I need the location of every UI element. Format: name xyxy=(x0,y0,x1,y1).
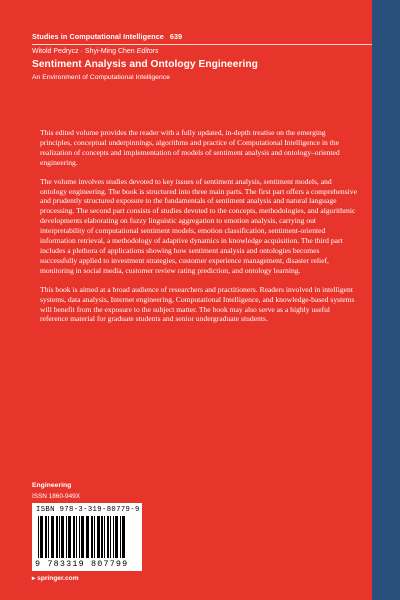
barcode-bar xyxy=(120,516,121,558)
barcode-bar xyxy=(104,516,105,558)
barcode-bar xyxy=(113,516,114,558)
barcode-bar xyxy=(79,516,80,558)
issn-number: ISSN 1860-949X xyxy=(32,493,80,500)
publisher-url-text: springer.com xyxy=(37,575,79,582)
barcode-bar xyxy=(101,516,103,558)
barcode-bar xyxy=(45,516,47,558)
barcode-bar xyxy=(40,516,43,558)
barcode-bar xyxy=(51,516,54,558)
barcode-bar xyxy=(97,516,100,558)
series-number: 639 xyxy=(169,32,183,41)
book-title: Sentiment Analysis and Ontology Engineering xyxy=(32,59,258,70)
barcode-bar xyxy=(81,516,84,558)
blurb-paragraph: This edited volume provides the reader with a fully updated, in-depth treatise on the emerging principles, conceptual underpinnings, algorithms and practice of Computational Intelligence in the realization of concepts and implementation of models of sentiment analysis and ontology–oriented engineering. xyxy=(40,128,340,167)
publisher-url xyxy=(32,574,79,582)
barcode-image xyxy=(36,516,138,558)
subject-category: Engineering xyxy=(32,482,72,489)
barcode-bar xyxy=(56,516,58,558)
series-divider xyxy=(32,44,372,45)
editors-role: Editors xyxy=(136,48,159,55)
barcode-bar xyxy=(66,516,67,558)
editors-line xyxy=(32,48,360,55)
ean-digits: 9 783319 807799 xyxy=(35,559,129,569)
series-line xyxy=(32,32,372,41)
barcode-bar xyxy=(94,516,95,558)
arrow-icon: ▸ xyxy=(32,575,38,582)
barcode-bar xyxy=(59,516,60,558)
barcode-bar xyxy=(68,516,71,558)
barcode-bar xyxy=(110,516,111,558)
book-subtitle: An Environment of Computational Intelligence xyxy=(32,74,170,81)
barcode-bar xyxy=(76,516,77,558)
editor-names: Witold Pedrycz · Shyi-Ming Chen xyxy=(32,48,135,55)
barcode-bar xyxy=(86,516,89,558)
barcode-bar xyxy=(122,516,125,558)
blurb-paragraph: The volume involves studies devoted to key issues of sentiment analysis, sentiment models, and ontology engineering. The book is structured into three main parts. The first part offers a comprehensive and prudently structured exposure to the fundamentals of sentiment analysis and natural language processing. The second part consists of studies devoted to the concepts, methodologies, and algorithmic developments elaborating on fuzzy linguistic aggregation to emotion analysis, carrying out interpretability of computational sentiment models, emotion classification, sentiment-oriented information retrieval, a methodology of adaptive dynamics in knowledge acquisition. The third part includes a plethora of applications showing how sentiment analysis and ontologies becomes successfully applied to investment strategies, customer experience management, disaster relief, monitoring in social media, customer review rating prediction, and ontology learning. xyxy=(40,176,357,275)
barcode-bar xyxy=(48,516,49,558)
blurb-paragraph: This book is aimed at a broad audience of researchers and practitioners. Readers involved in intelligent systems, data analysis, Internet engineering, Computational Intelligence, and knowledge-based systems will benefit from the exposure to the subject matter. The book may also serve as a highly useful reference material for graduate students and senior undergraduate students. xyxy=(40,284,355,324)
barcode-bar xyxy=(91,516,93,558)
barcode-bar xyxy=(107,516,109,558)
series-name: Studies in Computational Intelligence xyxy=(32,32,164,41)
back-cover-blurb xyxy=(40,128,358,333)
barcode-bar xyxy=(61,516,64,558)
barcode-bar xyxy=(73,516,75,558)
cover-edge-band xyxy=(372,0,400,600)
barcode-panel xyxy=(32,503,142,571)
barcode-bar xyxy=(38,516,39,558)
barcode-bar xyxy=(115,516,118,558)
isbn-number: ISBN 978-3-319-80779-9 xyxy=(36,506,140,514)
